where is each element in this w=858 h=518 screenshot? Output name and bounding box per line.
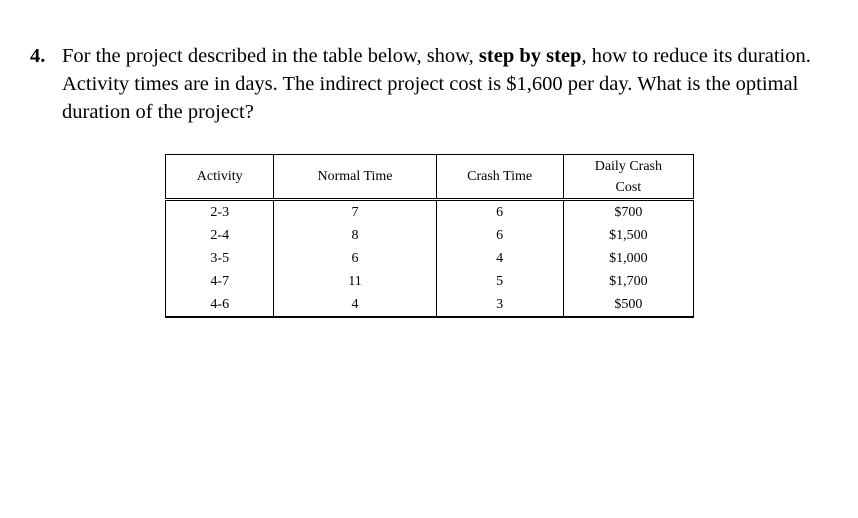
table-row: [166, 224, 694, 247]
header-normal-time: Normal Time: [274, 155, 436, 200]
table-row: [166, 270, 694, 293]
header-cost-line2: Cost: [615, 179, 642, 195]
question-text-emphasis: step by step: [478, 45, 582, 67]
cell-daily-crash-cost: $1,500: [563, 224, 693, 247]
cell-daily-crash-cost: $700: [563, 200, 693, 225]
header-activity: Activity: [166, 155, 274, 200]
question-text-part1: For the project described in the table below, show,: [62, 45, 479, 67]
question-block: [30, 42, 830, 126]
question-text-part2: , how to reduce its duration. Activity times are in days. The indirect project cost is $1,600 per day. What is the optimal duration of the project?: [62, 45, 811, 123]
question-number: 4.: [30, 45, 46, 67]
cell-crash-time: 4: [436, 247, 563, 270]
cell-crash-time: 3: [436, 293, 563, 317]
cell-crash-time: 6: [436, 200, 563, 225]
cell-crash-time: 6: [436, 224, 563, 247]
cell-activity: 2-3: [210, 204, 230, 220]
header-daily-crash-cost: [563, 155, 693, 200]
header-crash-time: Crash Time: [436, 155, 563, 200]
cell-normal-time: 8: [274, 224, 436, 247]
table-header-row: [166, 155, 694, 200]
table-row: [166, 293, 694, 317]
cell-normal-time: 4: [274, 293, 436, 317]
header-cost-line1: Daily Crash: [594, 158, 662, 174]
cell-activity: 3-5: [210, 250, 230, 266]
cell-normal-time: 11: [274, 270, 436, 293]
table-row: [166, 247, 694, 270]
table-row: [166, 200, 694, 225]
cell-daily-crash-cost: $1,700: [563, 270, 693, 293]
cell-daily-crash-cost: $500: [563, 293, 693, 317]
cell-normal-time: 7: [274, 200, 436, 225]
question-text: [62, 42, 830, 126]
cell-activity: 4-7: [210, 273, 230, 289]
cell-activity: 4-6: [210, 296, 230, 312]
activity-table: [165, 154, 694, 318]
cell-activity: 2-4: [210, 227, 230, 243]
cell-daily-crash-cost: $1,000: [563, 247, 693, 270]
cell-crash-time: 5: [436, 270, 563, 293]
cell-normal-time: 6: [274, 247, 436, 270]
